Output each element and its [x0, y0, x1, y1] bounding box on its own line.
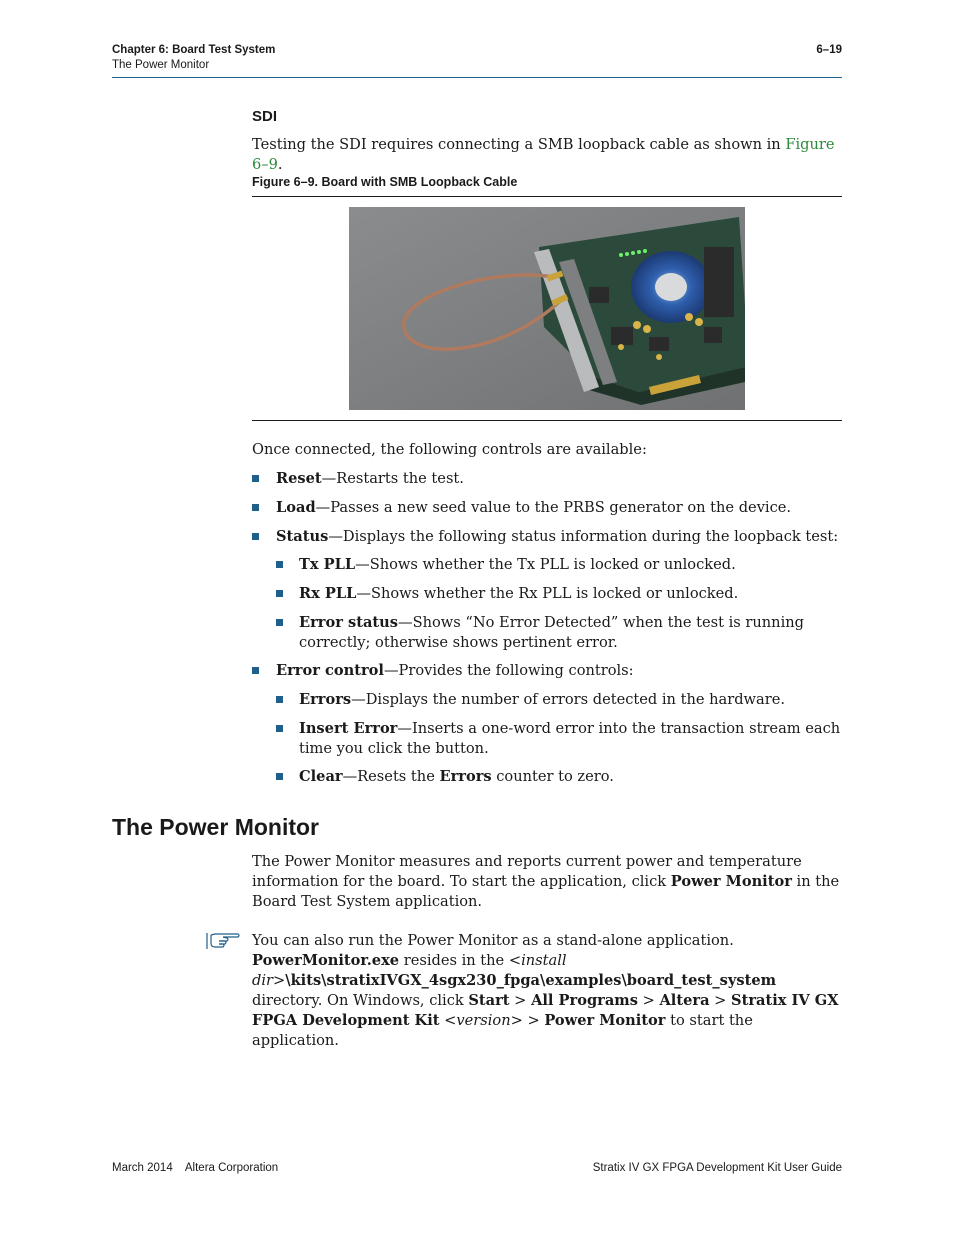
note-text: <: [439, 1012, 457, 1029]
desc-errors: —Displays the number of errors detected in the hardware.: [351, 691, 785, 708]
power-text-a: The Power Monitor measures and reports current power and temperature information for the board. To start the application, click: [252, 853, 802, 890]
figure-link[interactable]: Figure 6–9: [252, 136, 835, 173]
note-text: You can also run the Power Monitor as a stand-alone application.: [252, 932, 734, 949]
term-reset: Reset: [276, 470, 322, 487]
controls-intro: Once connected, the following controls are available:: [252, 441, 647, 458]
term-status: Status: [276, 528, 329, 545]
desc-load: —Passes a new seed value to the PRBS generator on the device.: [315, 499, 792, 516]
note-sep: >: [637, 992, 660, 1009]
term-error-control: Error control: [276, 662, 384, 679]
board-photo: [349, 207, 745, 410]
header-rule: [112, 77, 842, 78]
note-text: to start the application.: [252, 1012, 753, 1049]
note-menu-kit: Stratix IV GX FPGA Development Kit: [252, 992, 839, 1029]
footer-left: March 2014 Altera Corporation: [112, 1162, 279, 1174]
note-menu-start: Start: [468, 992, 510, 1009]
bullet-marker: [252, 533, 259, 540]
bullet-marker: [276, 696, 283, 703]
section-title: The Power Monitor: [112, 814, 319, 840]
note-menu-altera: Altera: [659, 992, 710, 1009]
power-monitor-paragraph: [252, 852, 842, 912]
term-clear: Clear: [299, 768, 343, 785]
page-number: 6–19: [816, 44, 842, 56]
note-path: \kits\stratixIVGX_4sgx230_fpga\examples\board_test_system: [285, 972, 777, 989]
bullet-marker: [276, 561, 283, 568]
bullet-marker: [252, 475, 259, 482]
desc-status: —Displays the following status information during the loopback test:: [328, 528, 839, 545]
term-errors-ref: Errors: [439, 768, 492, 785]
desc-rx-pll: —Shows whether the Rx PLL is locked or unlocked.: [356, 585, 739, 602]
sdi-intro-paragraph: [252, 135, 844, 175]
bullet-marker: [276, 773, 283, 780]
footer-right: Stratix IV GX FPGA Development Kit User Guide: [592, 1162, 842, 1174]
bullet-marker: [276, 725, 283, 732]
term-insert-error: Insert Error: [299, 720, 398, 737]
sdi-intro-text: Testing the SDI requires connecting a SMB loopback cable as shown in: [252, 136, 786, 153]
bullet-marker: [252, 667, 259, 674]
note-exe-name: PowerMonitor.exe: [252, 952, 400, 969]
sdi-heading: SDI: [252, 108, 278, 125]
power-text-c: in the Board Test System application.: [252, 873, 840, 910]
note-menu-power-monitor: Power Monitor: [544, 1012, 666, 1029]
note-sep: >: [509, 992, 532, 1009]
note-version: version: [456, 1012, 511, 1029]
bullet-marker: [276, 590, 283, 597]
bullet-marker: [252, 504, 259, 511]
term-rx-pll: Rx PLL: [299, 585, 357, 602]
pointing-hand-icon: [205, 929, 241, 951]
term-errors: Errors: [299, 691, 352, 708]
desc-reset: —Restarts the test.: [321, 470, 464, 487]
term-error-status: Error status: [299, 614, 398, 631]
note-install-dir: install dir: [252, 952, 567, 989]
note-sep: > >: [510, 1012, 545, 1029]
desc-tx-pll: —Shows whether the Tx PLL is locked or unlocked.: [355, 556, 736, 573]
term-tx-pll: Tx PLL: [299, 556, 356, 573]
desc-insert-error: —Inserts a one-word error into the transaction stream each time you click the button.: [299, 720, 841, 757]
desc-error-control: —Provides the following controls:: [383, 662, 634, 679]
desc-clear-a: —Resets the: [342, 768, 440, 785]
note-sep: >: [709, 992, 732, 1009]
power-monitor-term: Power Monitor: [670, 873, 792, 890]
sdi-intro-end: .: [277, 156, 283, 173]
note-menu-all-programs: All Programs: [531, 992, 638, 1009]
figure-rule-top: [252, 196, 842, 197]
note-text: >: [273, 972, 286, 989]
note-paragraph: [252, 931, 842, 1051]
bullet-marker: [276, 619, 283, 626]
desc-error-status: —Shows “No Error Detected” when the test is running correctly; otherwise shows pertinent error.: [299, 614, 804, 651]
note-text: directory. On Windows, click: [252, 992, 469, 1009]
desc-clear-b: counter to zero.: [491, 768, 614, 785]
header-chapter: Chapter 6: Board Test System: [112, 44, 276, 56]
figure-rule-bottom: [252, 420, 842, 421]
note-text: resides in the <: [399, 952, 522, 969]
figure-caption: Figure 6–9. Board with SMB Loopback Cable: [252, 175, 518, 189]
header-section: The Power Monitor: [112, 59, 210, 71]
term-load: Load: [276, 499, 316, 516]
